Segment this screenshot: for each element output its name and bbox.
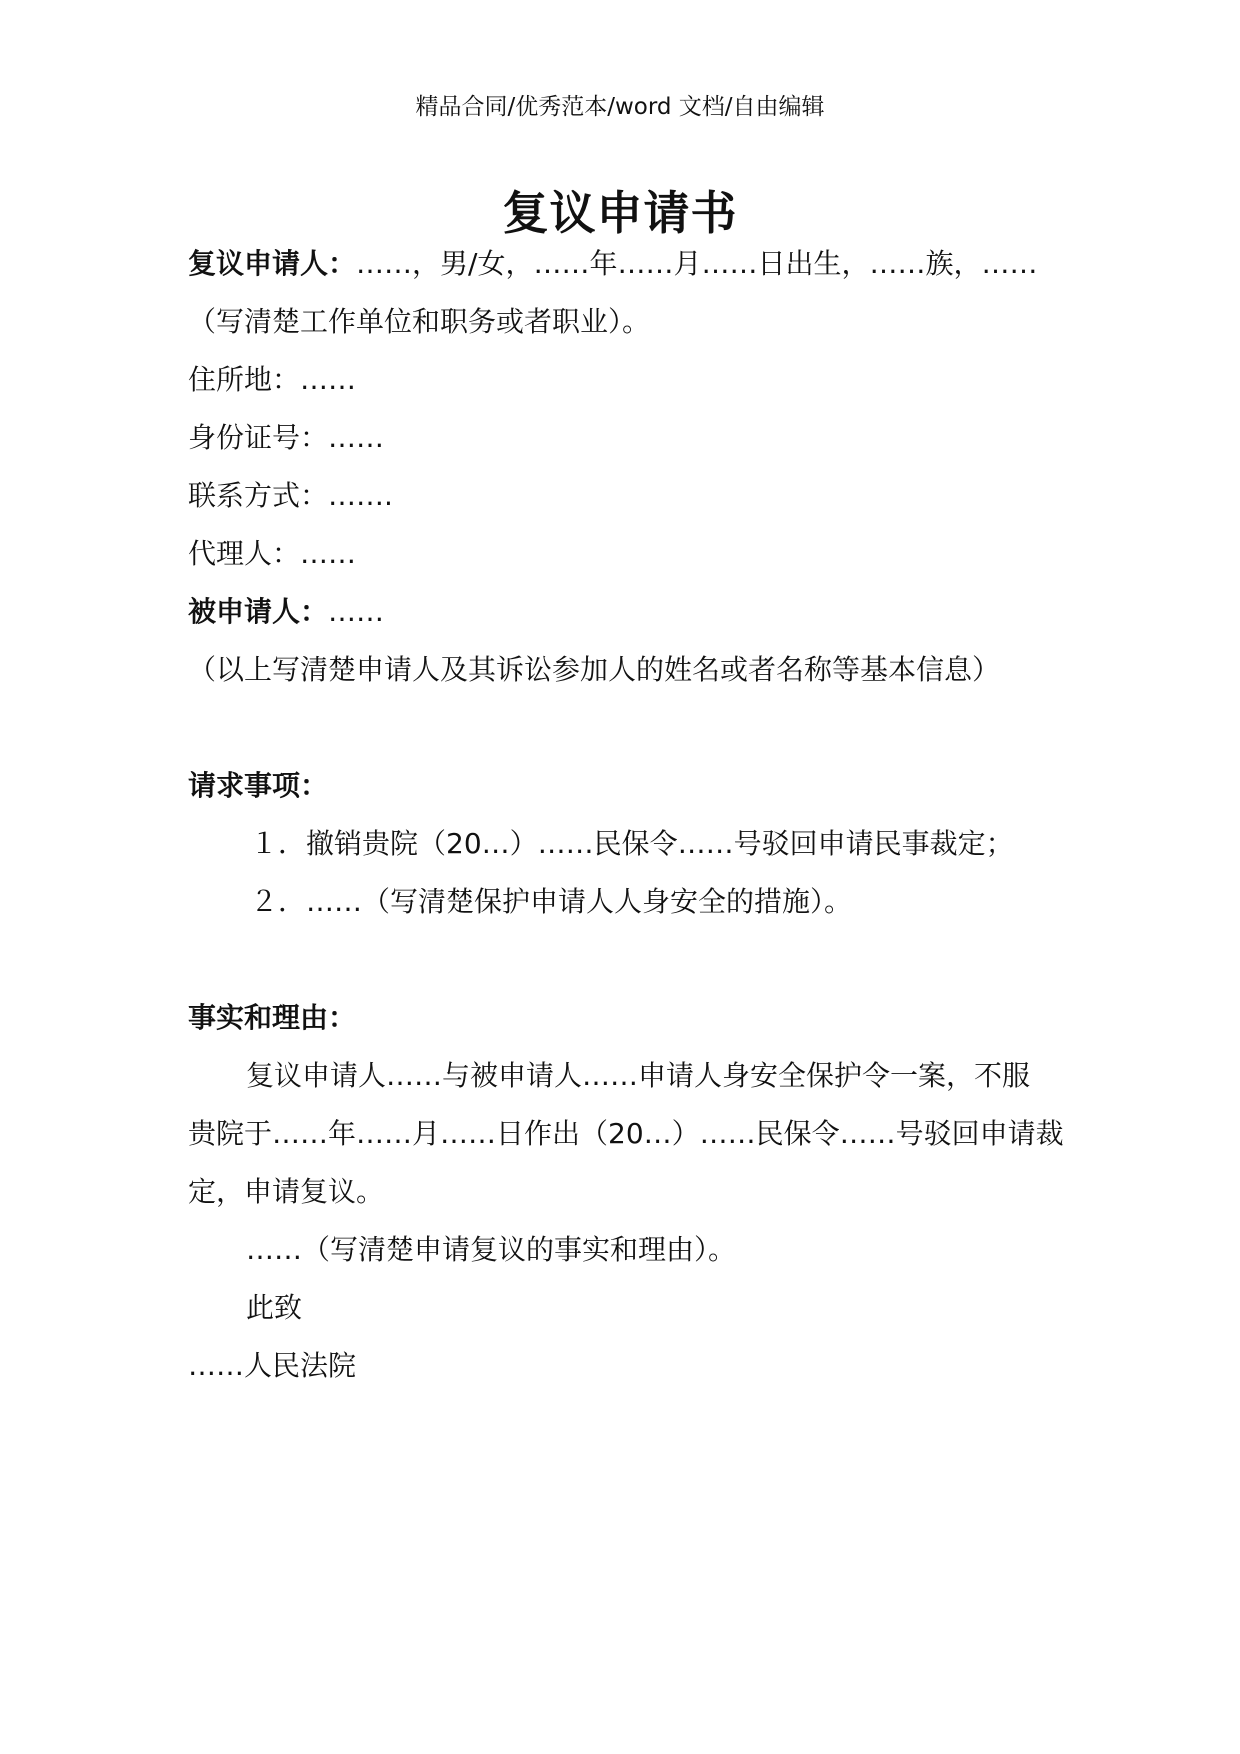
applicant-line-2: （写清楚工作单位和职务或者职业）。: [188, 305, 651, 338]
applicant-address: 住所地：……: [188, 363, 357, 396]
facts-paragraph-line-1: 复议申请人……与被申请人……申请人身安全保护令一案，不服: [246, 1059, 1031, 1092]
facts-paragraph-line-2: 贵院于……年……月……日作出（20…）……民保令……号驳回申请裁: [188, 1117, 1064, 1150]
request-item-2: ２．……（写清楚保护申请人人身安全的措施）。: [250, 885, 853, 918]
applicant-label: 复议申请人：: [188, 247, 357, 280]
respondent-line: [188, 592, 384, 632]
salutation: 此致: [246, 1291, 303, 1324]
applicant-contact: 联系方式：…….: [188, 479, 393, 512]
applicant-agent: 代理人：……: [188, 537, 357, 570]
respondent-label: 被申请人：: [188, 595, 329, 628]
applicant-id-number: 身份证号：……: [188, 421, 385, 454]
requests-heading: 请求事项：: [188, 769, 329, 802]
party-note: （以上写清楚申请人及其诉讼参加人的姓名或者名称等基本信息）: [188, 653, 1001, 686]
facts-heading: 事实和理由：: [188, 1001, 357, 1034]
request-item-1: １．撤销贵院（20…）……民保令……号驳回申请民事裁定；: [250, 827, 1014, 860]
applicant-line-1: [188, 244, 1037, 284]
facts-note: ……（写清楚申请复议的事实和理由）。: [246, 1233, 737, 1266]
court-name: ……人民法院: [188, 1349, 357, 1382]
facts-paragraph-line-3: 定，申请复议。: [188, 1175, 385, 1208]
respondent-value: ……: [328, 595, 385, 628]
document-title: 复议申请书: [502, 186, 738, 240]
header-note: 精品合同/优秀范本/word 文档/自由编辑: [415, 94, 825, 120]
applicant-info: ……，男/女，……年……月……日出生，……族，……: [356, 247, 1038, 280]
